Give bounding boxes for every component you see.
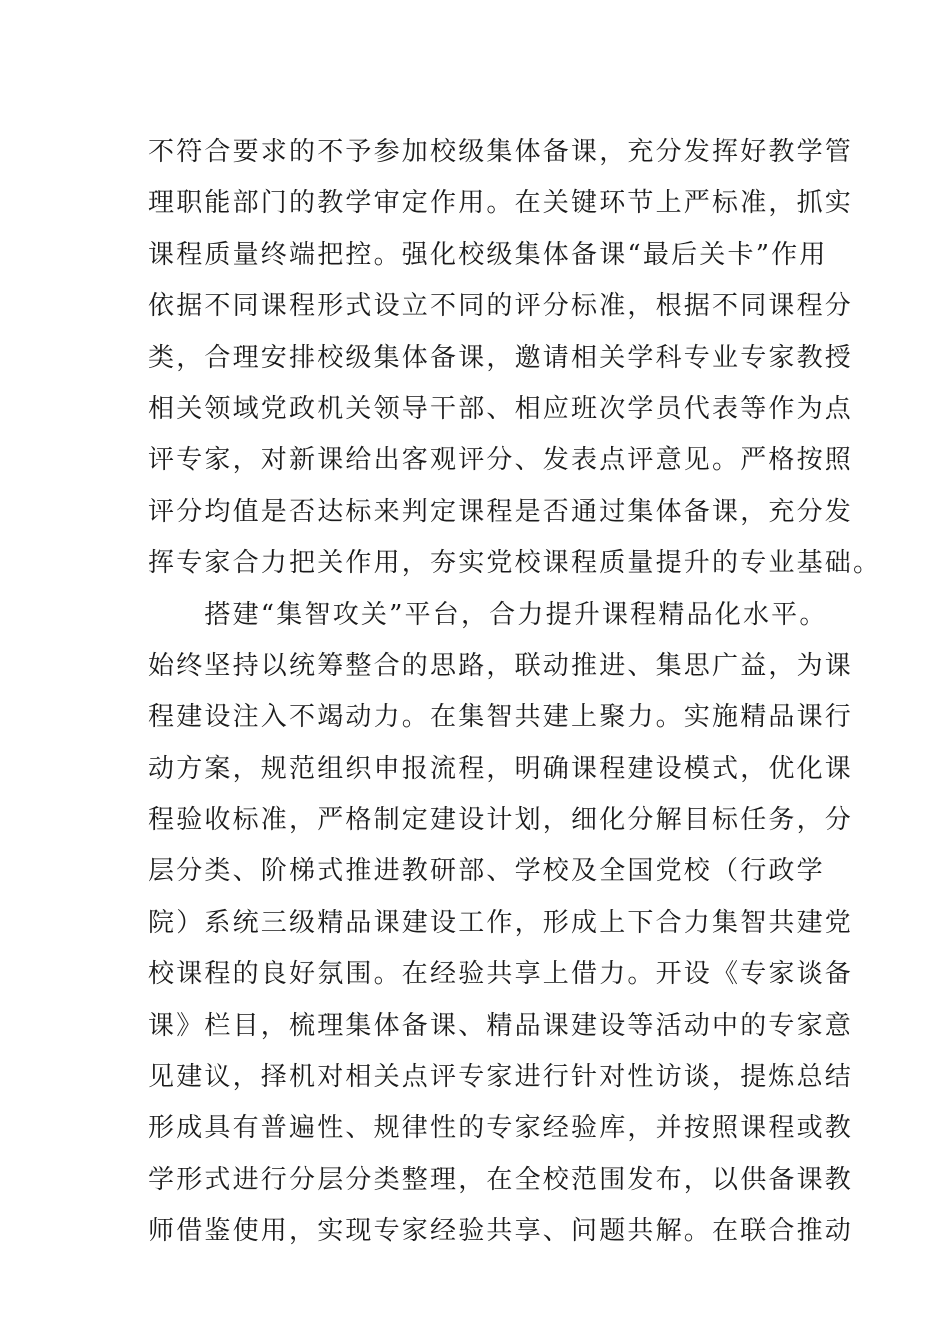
text-line: 程验收标准，严格制定建设计划，细化分解目标任务，分 bbox=[148, 805, 854, 836]
text-line: 程建设注入不竭动力。在集智共建上聚力。实施精品课行 bbox=[148, 702, 854, 733]
text-line: 评分均值是否达标来判定课程是否通过集体备课，充分发 bbox=[148, 496, 854, 527]
text-line: 不符合要求的不予参加校级集体备课，充分发挥好教学管 bbox=[148, 137, 854, 167]
text-line: 依据不同课程形式设立不同的评分标准，根据不同课程分 bbox=[148, 291, 854, 322]
text-line: 课》栏目，梳理集体备课、精品课建设等活动中的专家意 bbox=[148, 1010, 854, 1041]
text-line: 见建议，择机对相关点评专家进行针对性访谈，提炼总结 bbox=[148, 1062, 854, 1093]
text-line: 课程质量终端把控。强化校级集体备课“最后关卡”作用 bbox=[148, 239, 828, 270]
text-line: 评专家，对新课给出客观评分、发表点评意见。严格按照 bbox=[148, 445, 854, 476]
paragraph-start-line: 搭建“集智攻关”平台，合力提升课程精品化水平。 bbox=[148, 599, 828, 630]
text-line: 动方案，规范组织申报流程，明确课程建设模式，优化课 bbox=[148, 753, 854, 784]
text-line: 始终坚持以统筹整合的思路，联动推进、集思广益，为课 bbox=[148, 650, 854, 681]
text-line: 校课程的良好氛围。在经验共享上借力。开设《专家谈备 bbox=[148, 959, 854, 990]
text-line: 挥专家合力把关作用，夯实党校课程质量提升的专业基础。 bbox=[148, 548, 882, 579]
text-line: 院）系统三级精品课建设工作，形成上下合力集智共建党 bbox=[148, 907, 854, 938]
text-line: 类，合理安排校级集体备课，邀请相关学科专业专家教授 bbox=[148, 342, 854, 373]
text-line: 师借鉴使用，实现专家经验共享、问题共解。在联合推动 bbox=[148, 1216, 854, 1247]
text-line: 形成具有普遍性、规律性的专家经验库，并按照课程或教 bbox=[148, 1113, 854, 1144]
text-line: 学形式进行分层分类整理，在全校范围发布，以供备课教 bbox=[148, 1164, 854, 1195]
body-text bbox=[148, 127, 882, 1258]
text-line: 层分类、阶梯式推进教研部、学校及全国党校（行政学 bbox=[148, 856, 825, 887]
text-line: 相关领域党政机关领导干部、相应班次学员代表等作为点 bbox=[148, 393, 854, 424]
text-line: 理职能部门的教学审定作用。在关键环节上严标准，抓实 bbox=[148, 188, 854, 219]
